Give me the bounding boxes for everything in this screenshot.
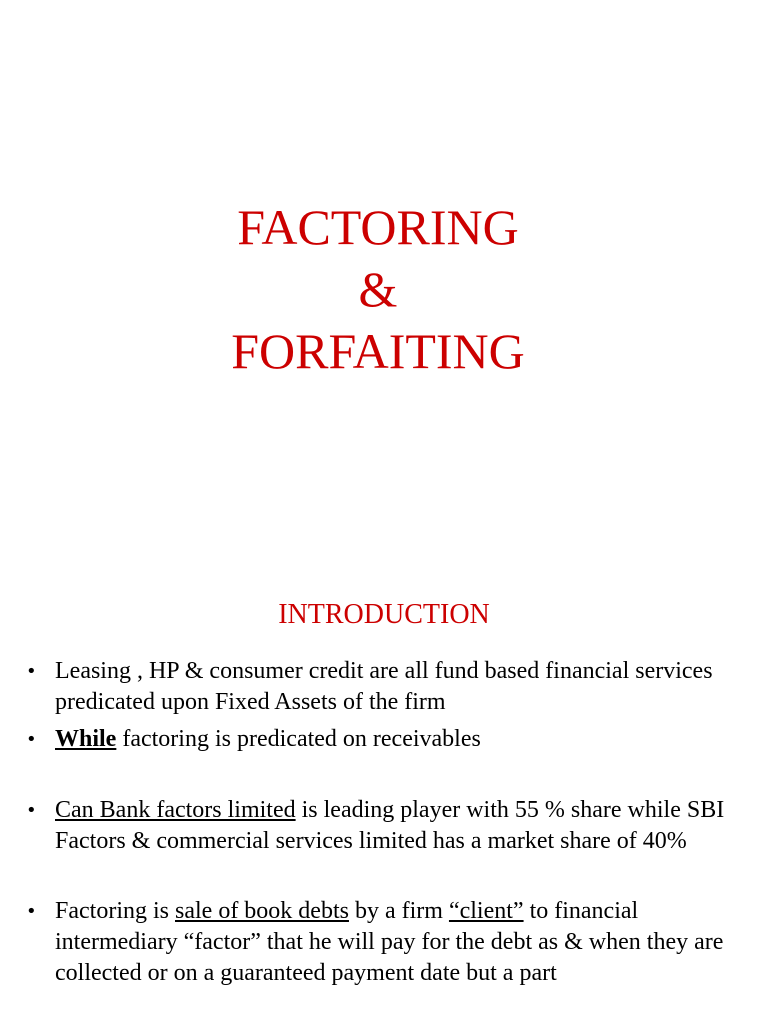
- bullet-item-leasing: [0, 656, 768, 718]
- bullet-text: Factoring is: [55, 898, 175, 924]
- section-heading-introduction: INTRODUCTION: [278, 599, 490, 630]
- underlined-term-sale-of-book-debts: sale of book debts: [175, 898, 349, 924]
- bullet-item-factoring-definition: [0, 896, 768, 989]
- bullet-text: factoring is predicated on receivables: [116, 726, 481, 752]
- title-line-ampersand: &: [358, 261, 398, 317]
- underlined-term-client: “client”: [448, 898, 524, 924]
- underlined-term-canbank: Can Bank factors limited: [55, 797, 296, 823]
- bullet-text: is leading player with 55 % share while SBI Factors & commercial services limited has a market share of 40%: [55, 797, 725, 854]
- bullet-text: by a firm: [348, 898, 449, 924]
- bullet-list: [0, 656, 768, 989]
- bullet-item-canbank: [0, 795, 768, 857]
- slide-title: [0, 196, 756, 382]
- title-line-forfaiting: FORFAITING: [231, 323, 525, 379]
- title-line-factoring: FACTORING: [237, 199, 519, 255]
- bullet-emphasis-while: While: [55, 726, 117, 752]
- bullet-item-while: [0, 724, 768, 755]
- bullet-text: to financial intermediary “factor” that he will pay for the debt as & when they are collected or on a guaranteed payment date but a part: [55, 898, 724, 986]
- bullet-text: Leasing , HP & consumer credit are all fund based financial services predicated upon Fixed Assets of the firm: [55, 658, 713, 715]
